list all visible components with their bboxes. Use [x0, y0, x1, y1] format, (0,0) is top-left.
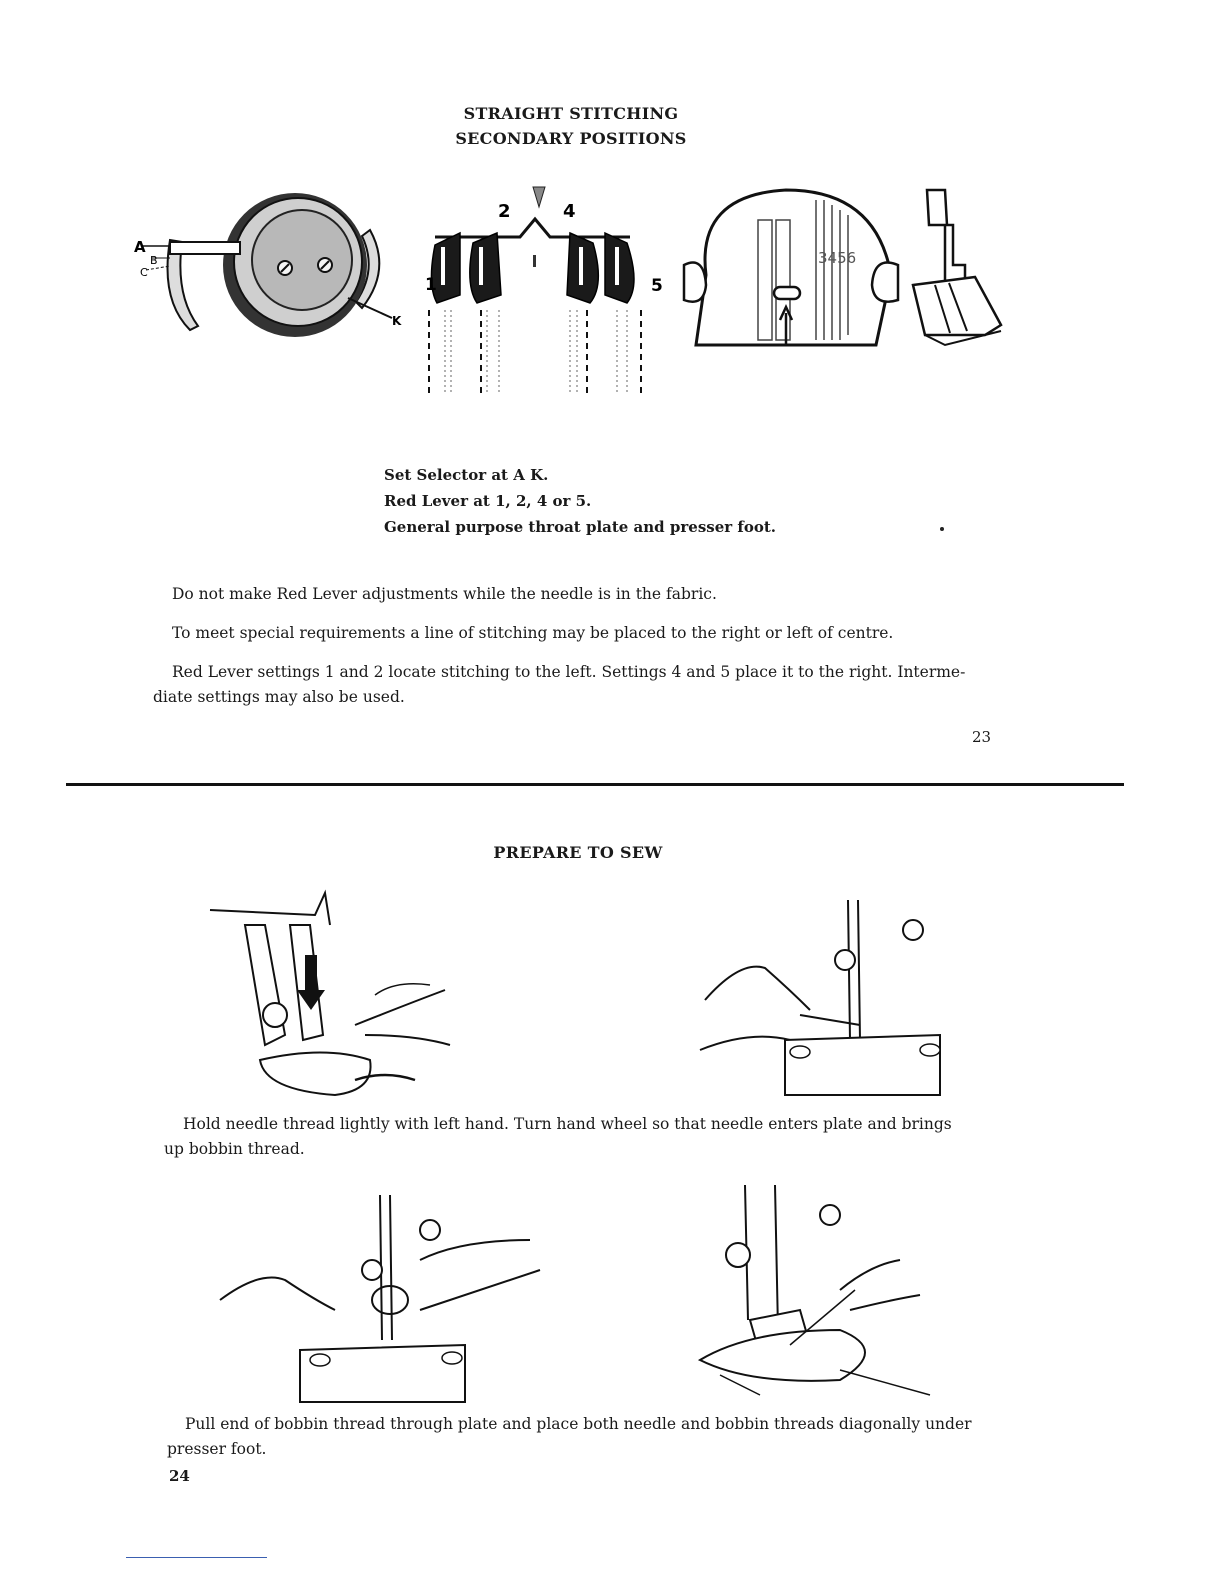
page-number-23: 23	[972, 728, 992, 746]
throat-plate-illustration	[676, 185, 906, 350]
page-number-24: 24	[169, 1467, 190, 1485]
stray-dot	[940, 527, 944, 531]
page-title: STRAIGHT STITCHING	[463, 104, 679, 123]
paragraph-lever-settings-cont: diate settings may also be used.	[153, 688, 405, 706]
caption-hold-needle-cont: up bobbin thread.	[164, 1140, 305, 1158]
threads-under-foot-illustration	[690, 1180, 940, 1400]
label-lever-1: 1	[425, 275, 437, 295]
hold-thread-illustration	[700, 890, 950, 1100]
red-lever-illustration	[415, 185, 675, 400]
selector-dial-illustration	[130, 180, 410, 340]
bottom-rule	[126, 1557, 267, 1558]
label-lever-5: 5	[651, 276, 663, 296]
plate-number-label: 3456	[818, 249, 857, 267]
caption-pull-bobbin: Pull end of bobbin thread through plate and place both needle and bobbin threads diagonally under	[185, 1415, 972, 1433]
paragraph-adjustment-warning: Do not make Red Lever adjustments while the needle is in the fabric.	[172, 585, 717, 603]
label-lever-4: 4	[563, 201, 576, 222]
needle-lowering-illustration	[205, 885, 470, 1110]
page-subtitle: SECONDARY POSITIONS	[455, 129, 687, 148]
paragraph-lever-settings: Red Lever settings 1 and 2 locate stitching to the left. Settings 4 and 5 place it to the right. Interme-	[172, 663, 966, 681]
label-lever-2: 2	[498, 201, 511, 222]
label-a: A	[134, 238, 146, 256]
page-divider	[66, 783, 1124, 786]
label-b: B	[150, 254, 158, 267]
paragraph-special-requirements: To meet special requirements a line of stitching may be placed to the right or left of centre.	[172, 624, 894, 642]
pull-bobbin-thread-illustration	[220, 1190, 550, 1410]
instruction-selector: Set Selector at A K.	[384, 466, 549, 484]
section-title: PREPARE TO SEW	[493, 843, 663, 862]
caption-pull-bobbin-cont: presser foot.	[167, 1440, 267, 1458]
label-k: K	[392, 314, 402, 328]
instruction-plate-foot: General purpose throat plate and presser foot.	[384, 518, 776, 536]
label-c: C	[140, 266, 148, 279]
instruction-red-lever: Red Lever at 1, 2, 4 or 5.	[384, 492, 592, 510]
caption-hold-needle: Hold needle thread lightly with left hand. Turn hand wheel so that needle enters plate and brings	[183, 1115, 952, 1133]
presser-foot-illustration	[905, 185, 1010, 350]
